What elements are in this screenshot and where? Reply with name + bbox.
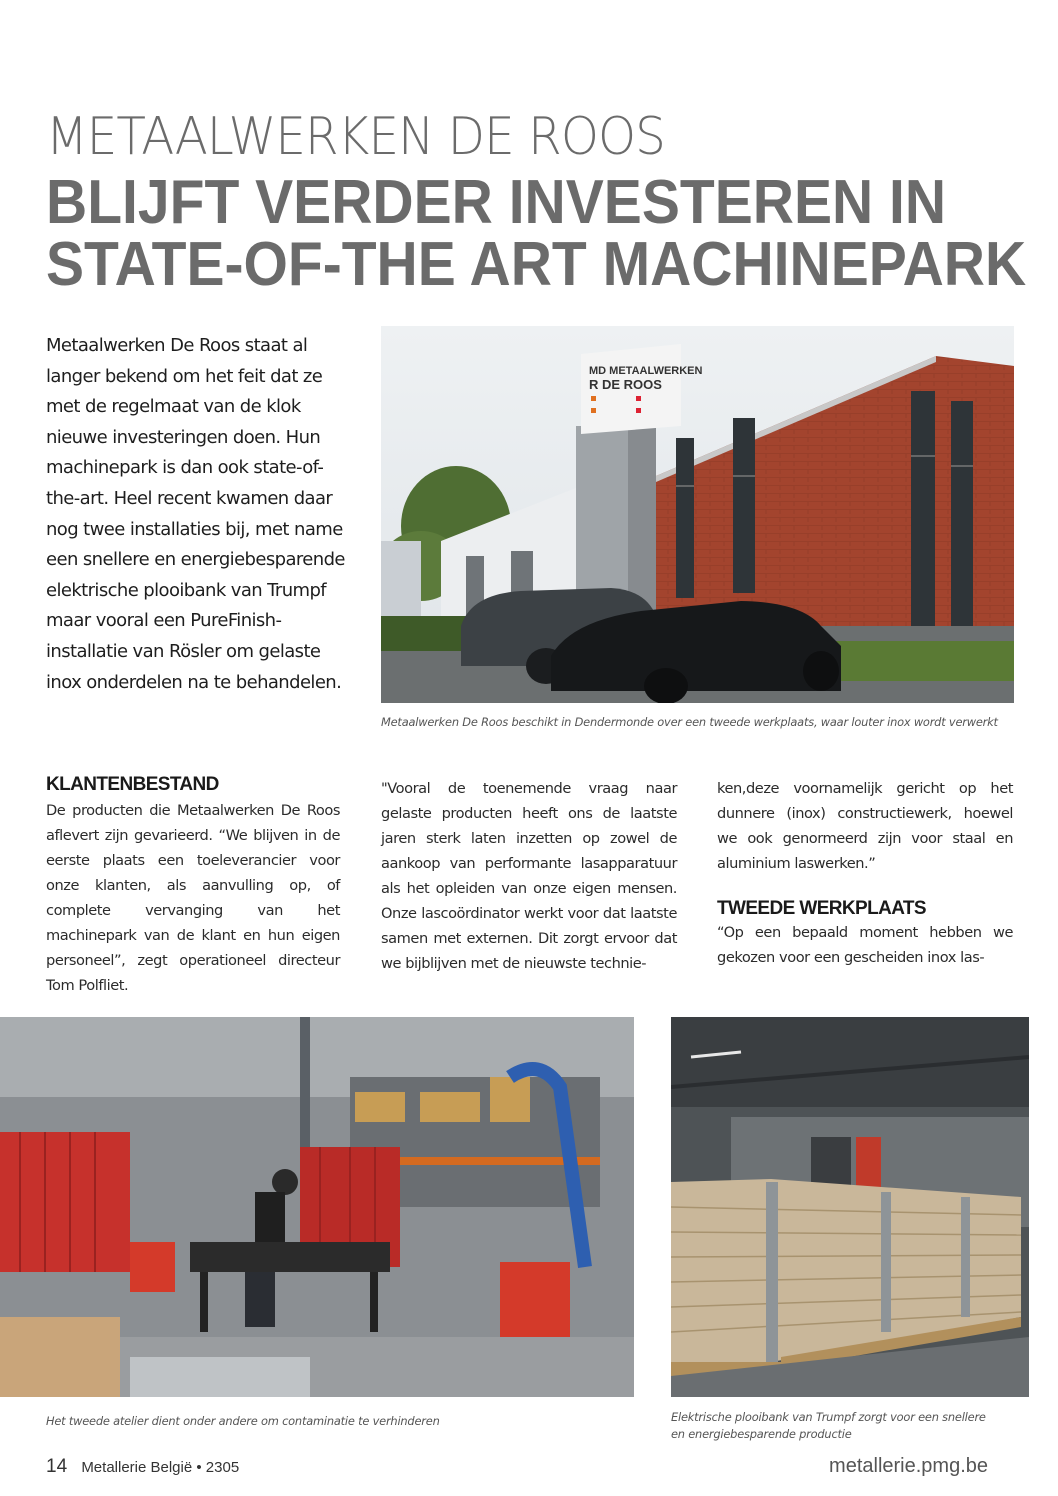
column-1-text: De producten die Metaalwerken De Roos aflevert zijn gevarieerd. “We blijven in de eerste plaats een toeleverancier voor onze klanten, als aanvulling op, of complete vervanging van het machinepark van de klant en hun eigen personeel”, zegt operationeel directeur Tom Polfliet. [46, 802, 340, 994]
column-2 [381, 776, 677, 976]
photo-caption-left: Het tweede atelier dient onder andere om contaminatie te verhinderen [46, 1414, 440, 1428]
building-photo [381, 326, 1014, 703]
footer-left [46, 1456, 239, 1478]
headline-line-3: STATE-OF-THE ART MACHINEPARK [46, 230, 1027, 299]
building-illustration [381, 326, 1014, 703]
column-3 [717, 776, 1013, 970]
headline-bold [46, 168, 1027, 299]
column-2-text: "Vooral de toenemende vraag naar gelaste producten heeft ons de laatste jaren sterk laten inzetten op zowel de aankoop van performante lasapparatuur als het opleiden van onze eigen mensen. Onze lascoördinator werkt voor dat laatste samen met externen. Dit zorgt ervoor dat we bijblijven met de nieuwste techniе- [381, 780, 677, 972]
intro-paragraph: Metaalwerken De Roos staat al langer bekend om het feit dat ze met de regelmaat van de klok nieuwe investeringen doen. Hun machinepark is dan ook state-of-the-art. Heel recent kwamen daar nog twee installaties bij, met name een snellere en energiebesparende elektrische plooibank van Trumpf maar vooral een PureFinish-installatie van Rösler om gelaste inox onderdelen na te behandelen. [46, 335, 345, 693]
photo-caption-right-line-1: Elektrische plooibank van Trumpf zorgt voor een snellere [671, 1410, 986, 1424]
column-1 [46, 772, 340, 998]
sign-text-1: MD METAALWERKEN [589, 365, 703, 377]
website-link[interactable]: metallerie.pmg.be [829, 1455, 988, 1477]
photo-caption-top: Metaalwerken De Roos beschikt in Dendermonde over een tweede werkplaats, waar louter inox wordt verwerkt [381, 715, 998, 729]
photo-caption-right-line-2: en energiebesparende productie [671, 1427, 852, 1441]
headline-line-2: BLIJFT VERDER INVESTEREN IN [46, 168, 947, 237]
workshop-photo [0, 1017, 634, 1397]
crates-illustration [671, 1017, 1029, 1397]
sign-text-2: R DE ROOS [589, 377, 662, 392]
heading-tweede-werkplaats: TWEEDE WERKPLAATS [717, 898, 926, 919]
workshop-illustration [0, 1017, 634, 1397]
page-number: 14 [46, 1456, 68, 1477]
crates-photo [671, 1017, 1029, 1397]
heading-klantenbestand: KLANTENBESTAND [46, 774, 219, 795]
publication-name: Metallerie België • 2305 [81, 1459, 240, 1476]
headline-line-1: METAALWERKEN DE ROOS [46, 107, 665, 167]
photo-caption-right [671, 1409, 1051, 1443]
column-3-text: ken,deze voornamelijk gericht op het dunnere (inox) constructiewerk, hoewel we ook genormeerd zijn voor staal en aluminium laswerken.” [717, 780, 1013, 872]
column-3-text-2: “Op een bepaald moment hebben we gekozen voor een gescheiden inox las- [717, 924, 1013, 966]
